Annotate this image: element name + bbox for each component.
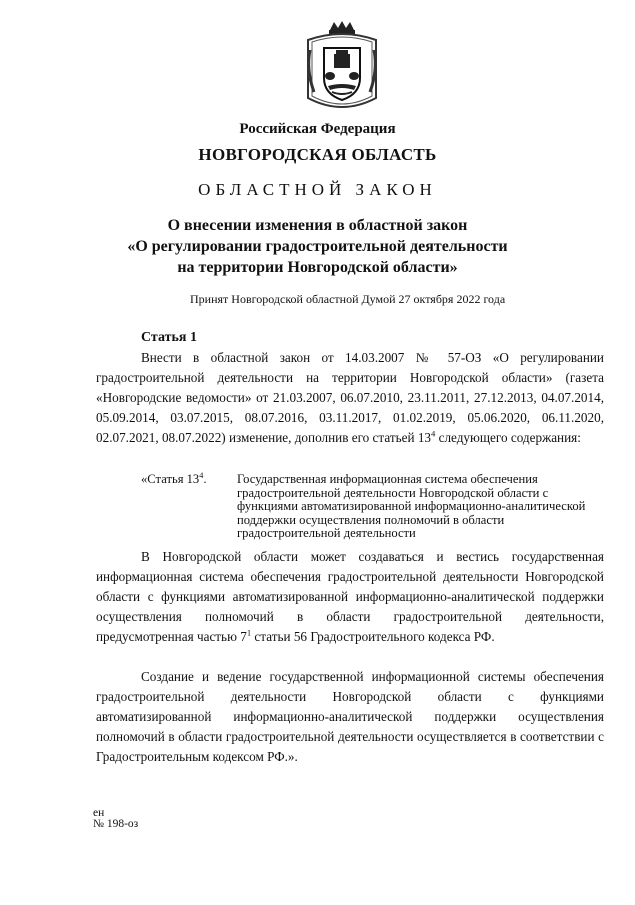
- law-number: № 198-оз: [93, 818, 139, 830]
- intro-superscript: 4: [431, 428, 436, 439]
- quoted-article-label-superscript: 4: [199, 470, 204, 480]
- federation-name: Российская Федерация: [239, 121, 396, 137]
- paragraph-text-end: статьи 56 Градостроительного кодекса РФ.: [251, 629, 495, 644]
- quoted-article-title: Государственная информационная система обеспечения градостроительной деятельности Новгородской области с функциями автоматизированной информационно-аналитической поддержки осуществления полномочий в области градостроительной деятельности: [237, 472, 586, 540]
- executor-initials: ен: [93, 807, 105, 819]
- law-title-line: «О регулировании градостроительной деятельности: [127, 238, 508, 255]
- region-name: НОВГОРОДСКАЯ ОБЛАСТЬ: [198, 145, 437, 164]
- article-heading: Статья 1: [141, 330, 197, 345]
- law-title-line: О внесении изменения в областной закон: [167, 217, 468, 234]
- quoted-article-label-text: «Статья 13: [141, 472, 200, 486]
- article-intro-paragraph: [96, 348, 604, 448]
- law-title-line: на территории Новгородской области»: [177, 259, 458, 276]
- paragraph-superscript: 1: [246, 627, 252, 638]
- law-title: [0, 215, 635, 278]
- adoption-note: Принят Новгородской областной Думой 27 октября 2022 года: [190, 292, 506, 306]
- coat-of-arms-icon: [302, 20, 382, 116]
- quoted-article-label: [141, 470, 207, 487]
- document-footer: [93, 808, 138, 830]
- paragraph-text: В Новгородской области может создаваться и вестись государственная информационная система обеспечения градостроительной деятельности Новгородской области с функциями автоматизированной информационно-аналитической поддержки осуществления полномочий в области градостроительной деятельности, предусмотренная частью 7: [96, 549, 604, 644]
- intro-text: Внести в областной закон от 14.03.2007 № 57-ОЗ «О регулировании градостроительной деятельности на территории Новгородской области» (газета «Новгородские ведомости» от 21.03.2007, 06.07.2010, 23.11.2011, 27.12.2013, 04.07.2014, 05.09.2014, 03.07.2015, 08.07.2016, 03.11.2017, 01.02.2019, 05.06.2020, 06.11.2020, 02.07.2021, 08.07.2022) изменение, дополнив его статьей 13: [96, 350, 604, 445]
- article-paragraph: Создание и ведение государственной информационной системы обеспечения градостроительной деятельности Новгородской области с функциями автоматизированной информационно-аналитической поддержки осуществления полномочий в области градостроительной деятельности осуществляется в соответствии с Градостроительным кодексом РФ.».: [96, 669, 604, 764]
- intro-text-end: следующего содержания:: [435, 430, 581, 445]
- law-type: ОБЛАСТНОЙ ЗАКОН: [198, 180, 437, 199]
- quoted-article-label-end: .: [203, 472, 207, 486]
- article-paragraph: [96, 547, 604, 647]
